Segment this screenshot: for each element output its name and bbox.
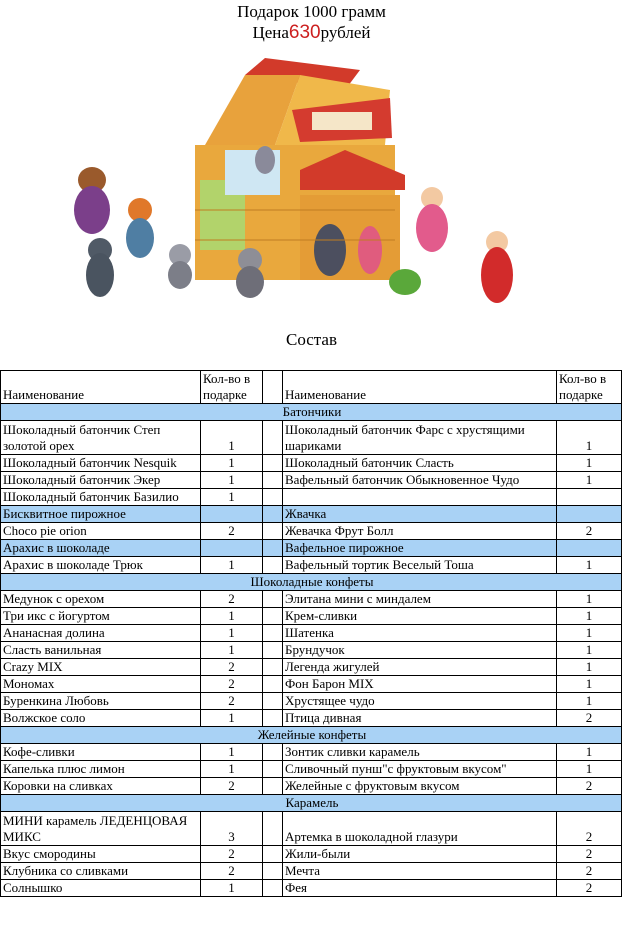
item-name-right: Крем-сливки [283,608,557,625]
item-name-right: Фон Барон MIX [283,676,557,693]
header-name-right: Наименование [283,371,557,404]
spacer-cell [263,812,283,846]
item-qty-left: 2 [201,693,263,710]
item-name-left: Мономах [1,676,201,693]
item-qty-right: 2 [557,880,622,897]
item-name-left: Клубника со сливками [1,863,201,880]
item-qty-right: 1 [557,421,622,455]
spacer-cell [263,557,283,574]
item-name-right: Зонтик сливки карамель [283,744,557,761]
item-name-left: Арахис в шоколаде Трюк [1,557,201,574]
item-qty-right: 2 [557,710,622,727]
category-row [1,727,622,744]
item-qty-left: 1 [201,642,263,659]
mouse-figure [168,244,192,289]
table-row [1,625,622,642]
item-qty-right: 1 [557,591,622,608]
composition-table-body [1,371,622,897]
item-name-left: Вкус смородины [1,846,201,863]
spacer-cell [263,659,283,676]
spacer-cell [263,710,283,727]
item-name-right: Птица дивная [283,710,557,727]
spacer-cell [263,540,283,557]
spacer-cell [263,371,283,404]
item-qty-left: 1 [201,880,263,897]
item-qty-left: 1 [201,557,263,574]
item-name-left: Коровки на сливках [1,778,201,795]
spacer-cell [263,591,283,608]
composition-table [0,370,622,897]
item-name-right: Артемка в шоколадной глазури [283,812,557,846]
table-row [1,642,622,659]
item-name-right: Желейные с фруктовым вкусом [283,778,557,795]
table-header-row [1,371,622,404]
item-name-right: Брундучок [283,642,557,659]
gift-house-image [195,58,405,280]
category-label: Батончики [1,404,622,421]
spacer-cell [263,744,283,761]
item-name-left: Капелька плюс лимон [1,761,201,778]
spacer-cell [263,625,283,642]
item-qty-left: 2 [201,523,263,540]
spacer-cell [263,863,283,880]
table-row [1,472,622,489]
item-name-right: Шоколадный батончик Фарс с хрустящими шариками [283,421,557,455]
item-qty-right: 1 [557,625,622,642]
item-qty-right: 1 [557,659,622,676]
spacer-cell [263,778,283,795]
item-name-left: Медунок с орехом [1,591,201,608]
price-value: 630 [288,22,321,43]
item-qty-right: 1 [557,642,622,659]
spacer-cell [263,455,283,472]
subcategory-label-left: Бисквитное пирожное [1,506,201,523]
item-name-left: Волжское соло [1,710,201,727]
table-row [1,812,622,846]
table-row [1,455,622,472]
table-row [1,744,622,761]
item-qty-left: 1 [201,625,263,642]
item-qty-right: 1 [557,676,622,693]
item-name-right: Вафельный тортик Веселый Тоша [283,557,557,574]
item-qty-left: 2 [201,778,263,795]
bear-figure [74,167,110,234]
item-qty-left: 2 [201,863,263,880]
item-qty-left: 2 [201,591,263,608]
table-row [1,608,622,625]
item-qty-left: 1 [201,472,263,489]
subcategory-label-right: Жвачка [283,506,557,523]
item-name-left: МИНИ карамель ЛЕДЕНЦОВАЯ МИКС [1,812,201,846]
item-qty-right: 1 [557,557,622,574]
spacer-cell [263,523,283,540]
item-qty-right [557,489,622,506]
category-label: Желейные конфеты [1,727,622,744]
table-row [1,523,622,540]
table-row [1,659,622,676]
item-qty-left: 1 [201,421,263,455]
table-row [1,710,622,727]
table-row [1,778,622,795]
subcategory-row [1,506,622,523]
item-qty-left: 1 [201,761,263,778]
spacer-cell [263,846,283,863]
header-qty-left: Кол-во в подарке [201,371,263,404]
item-qty-left: 1 [201,489,263,506]
item-qty-right: 1 [557,608,622,625]
item-name-right: Шатенка [283,625,557,642]
subcategory-qty-right [557,540,622,557]
item-name-left: Буренкина Любовь [1,693,201,710]
item-qty-right: 1 [557,761,622,778]
category-row [1,574,622,591]
item-qty-right: 2 [557,863,622,880]
gift-title: Подарок 1000 грамм [237,2,386,21]
item-qty-right: 2 [557,778,622,795]
girl-figure [416,187,448,252]
grandfather-frost-figure [481,231,513,303]
item-qty-right: 1 [557,455,622,472]
spacer-cell [263,421,283,455]
item-name-left: Choco pie orion [1,523,201,540]
table-row [1,557,622,574]
table-row [1,863,622,880]
spacer-cell [263,608,283,625]
item-name-right: Легенда жигулей [283,659,557,676]
item-qty-right: 2 [557,812,622,846]
item-name-left: Ананасная долина [1,625,201,642]
subcategory-qty-left [201,540,263,557]
item-name-right: Вафельный батончик Обыкновенное Чудо [283,472,557,489]
spacer-cell [263,489,283,506]
category-label: Карамель [1,795,622,812]
header-name-left: Наименование [1,371,201,404]
table-row [1,761,622,778]
subcategory-label-right: Вафельное пирожное [283,540,557,557]
item-qty-left: 1 [201,710,263,727]
item-name-left: Шоколадный батончик Базилио [1,489,201,506]
item-name-right: Элитана мини с миндалем [283,591,557,608]
table-row [1,880,622,897]
item-name-left: Шоколадный батончик Степ золотой орех [1,421,201,455]
fox-figure [126,198,154,258]
item-name-left: Три икс с йогуртом [1,608,201,625]
composition-heading: Состав [285,330,338,349]
item-name-right: Жевачка Фрут Болл [283,523,557,540]
table-row [1,489,622,506]
table-row [1,421,622,455]
item-name-right: Шоколадный батончик Сласть [283,455,557,472]
cat-figure [236,248,264,298]
price-line [0,22,623,44]
item-name-left: Сласть ванильная [1,642,201,659]
spacer-cell [263,472,283,489]
subcategory-label-left: Арахис в шоколаде [1,540,201,557]
item-name-left: Кофе-сливки [1,744,201,761]
item-name-right: Сливочный пунш"с фруктовым вкусом" [283,761,557,778]
header-qty-right: Кол-во в подарке [557,371,622,404]
item-name-left: Шоколадный батончик Nesquik [1,455,201,472]
price-suffix: рублей [320,23,371,42]
item-qty-left: 2 [201,659,263,676]
wolf-figure [86,238,114,297]
table-row [1,591,622,608]
item-qty-right: 2 [557,523,622,540]
frog-figure [389,269,421,295]
subcategory-row [1,540,622,557]
item-qty-right: 1 [557,744,622,761]
item-qty-left: 1 [201,744,263,761]
item-name-right: Хрустящее чудо [283,693,557,710]
item-qty-right: 2 [557,846,622,863]
item-qty-right: 1 [557,693,622,710]
table-row [1,693,622,710]
item-name-right: Фея [283,880,557,897]
category-label: Шоколадные конфеты [1,574,622,591]
item-name-left: Crazy MIX [1,659,201,676]
item-qty-left: 2 [201,676,263,693]
item-qty-left: 2 [201,846,263,863]
item-name-left: Солнышко [1,880,201,897]
item-qty-left: 3 [201,812,263,846]
category-row [1,404,622,421]
spacer-cell [263,642,283,659]
item-qty-left: 1 [201,608,263,625]
spacer-cell [263,880,283,897]
subcategory-qty-right [557,506,622,523]
spacer-cell [263,506,283,523]
item-name-right: Мечта [283,863,557,880]
price-prefix: Цена [252,23,289,42]
item-name-right [283,489,557,506]
item-name-right: Жили-были [283,846,557,863]
gift-box-illustration [0,50,623,310]
category-row [1,795,622,812]
table-row [1,846,622,863]
spacer-cell [263,676,283,693]
item-qty-left: 1 [201,455,263,472]
item-name-left: Шоколадный батончик Экер [1,472,201,489]
spacer-cell [263,693,283,710]
table-row [1,676,622,693]
spacer-cell [263,761,283,778]
item-qty-right: 1 [557,472,622,489]
subcategory-qty-left [201,506,263,523]
